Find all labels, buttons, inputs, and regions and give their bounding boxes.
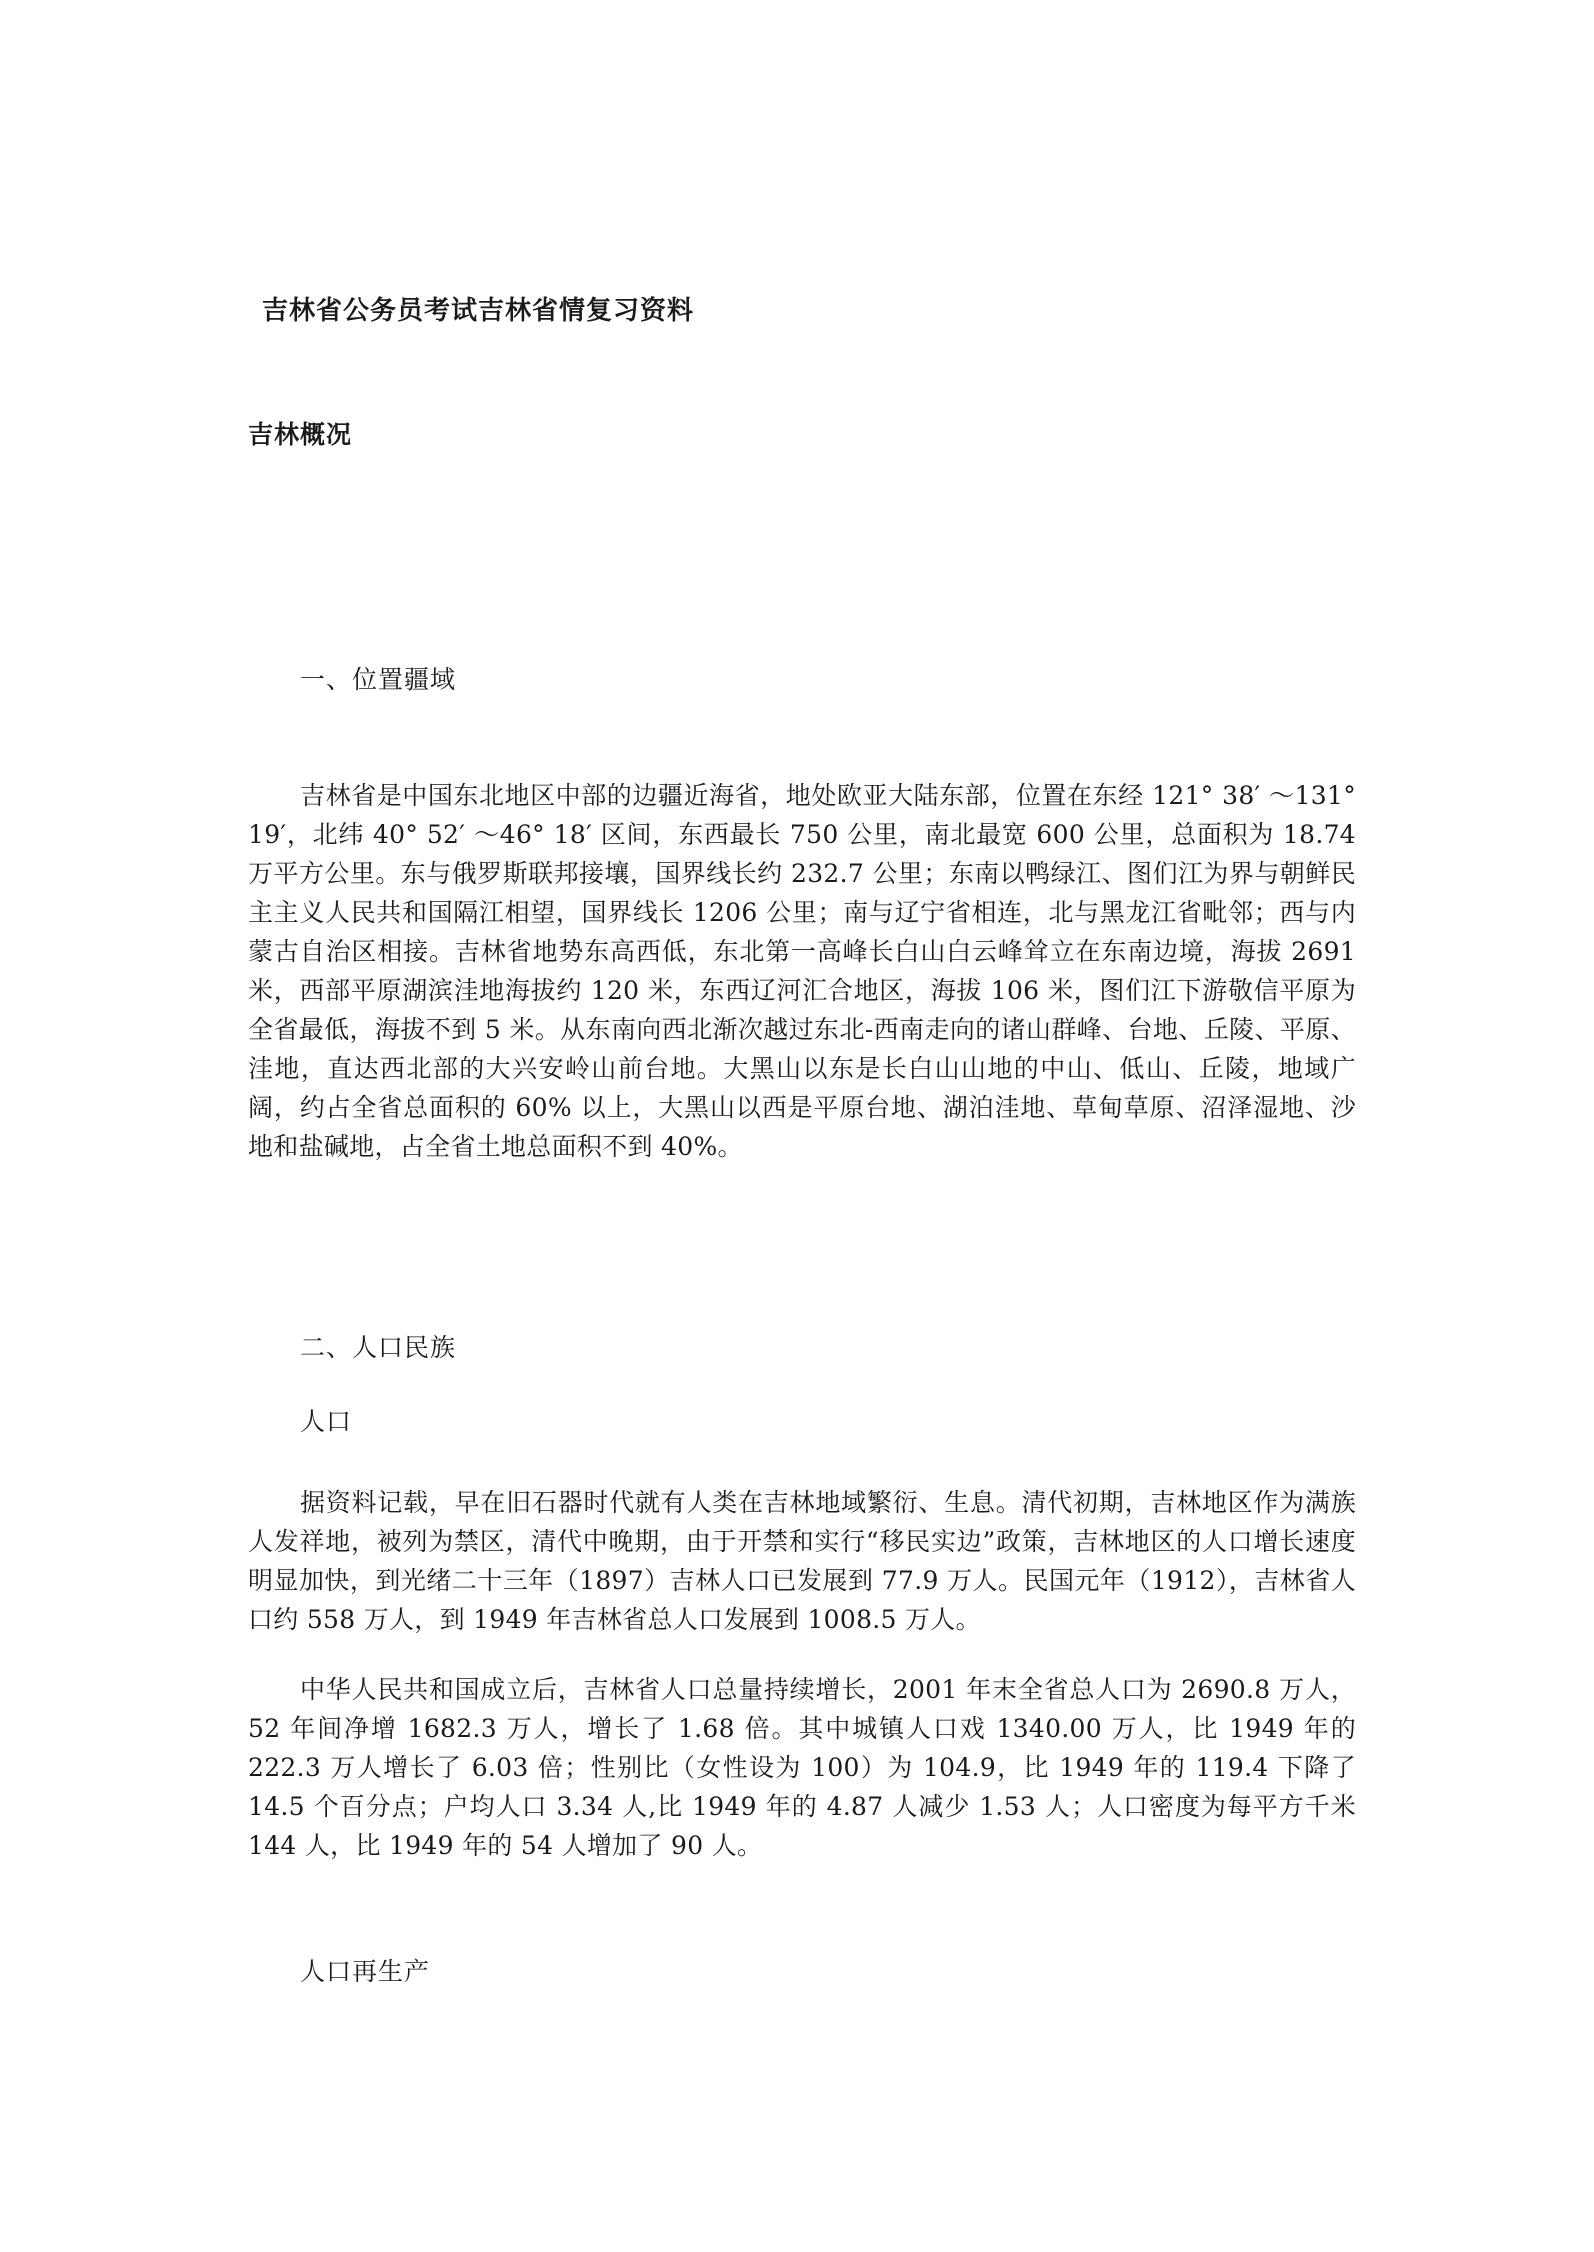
- paragraph-population-growth: 中华人民共和国成立后，吉林省人口总量持续增长，2001 年末全省总人口为 2690.8 万人，52 年间净增 1682.3 万人，增长了 1.68 倍。其中城镇人口戏 1340.00 万人，比 1949 年的 222.3 万人增长了 6.03 倍；性别比（女性设为 100）为 104.9，比 1949 年的 119.4 下降了 14.5 个百分点；户均人口 3.34 人,比 1949 年的 4.87 人减少 1.53 人；人口密度为每平方千米 144 人，比 1949 年的 54 人增加了 90 人。: [248, 1675, 1356, 1860]
- document-subtitle: 吉林概况: [248, 420, 353, 449]
- paragraph-location: 吉林省是中国东北地区中部的边疆近海省，地处欧亚大陆东部，位置在东经 121° 38′ ～131° 19′，北纬 40° 52′ ～46° 18′ 区间，东西最长 750 公里，南北最宽 600 公里，总面积为 18.74 万平方公里。东与俄罗斯联邦接壤，国界线长约 232.7 公里；东南以鸭绿江、图们江为界与朝鲜民主主义人民共和国隔江相望，国界线长 1206 公里；南与辽宁省相连，北与黑龙江省毗邻；西与内蒙古自治区相接。吉林省地势东高西低，东北第一高峰长白山白云峰耸立在东南边境，海拔 2691 米，西部平原湖滨洼地海拔约 120 米，东西辽河汇合地区，海拔 106 米，图们江下游敬信平原为全省最低，海拔不到 5 米。从东南向西北渐次越过东北-西南走向的诸山群峰、台地、丘陵、平原、洼地，直达西北部的大兴安岭山前台地。大黑山以东是长白山山地的中山、低山、丘陵，地域广阔，约占全省总面积的 60% 以上，大黑山以西是平原台地、湖泊洼地、草甸草原、沼泽湿地、沙地和盐碱地，占全省土地总面积不到 40%。: [248, 781, 1356, 1161]
- section-heading-population: 二、人口民族: [300, 1333, 457, 1362]
- subheading-population-reproduction: 人口再生产: [300, 1957, 431, 1986]
- paragraph-population-history: 据资料记载，早在旧石器时代就有人类在吉林地域繁衍、生息。清代初期，吉林地区作为满族人发祥地，被列为禁区，清代中晚期，由于开禁和实行“移民实边”政策，吉林地区的人口增长速度明显加快，到光绪二十三年（1897）吉林人口已发展到 77.9 万人。民国元年（1912），吉林省人口约 558 万人，到 1949 年吉林省总人口发展到 1008.5 万人。: [248, 1488, 1356, 1634]
- document-title: 吉林省公务员考试吉林省情复习资料: [262, 296, 695, 326]
- section-heading-location: 一、位置疆域: [300, 665, 457, 694]
- subheading-population: 人口: [300, 1407, 353, 1436]
